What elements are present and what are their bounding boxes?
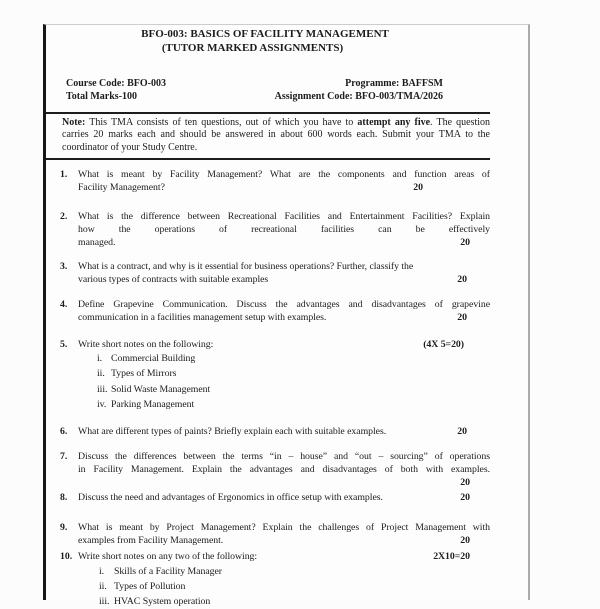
question-7 (60, 450, 490, 489)
page-content (46, 27, 528, 609)
question-line (78, 273, 490, 286)
question-line-text: Discuss the need and advantages of Ergonomics in office setup with examples. (78, 491, 383, 503)
question-10 (60, 550, 490, 609)
question-body (78, 425, 490, 438)
page-title: BFO-003: BASICS OF FACILITY MANAGEMENT (141, 28, 389, 40)
marks-value: 20 (460, 534, 470, 546)
marks-value: 20 (460, 236, 470, 248)
note-bold-text: attempt any five (357, 116, 431, 128)
question-number: 2. (60, 210, 68, 222)
question-body (78, 210, 490, 249)
question-8 (60, 491, 490, 504)
subitem-numeral: iv. (97, 399, 107, 411)
question-line-text: communication in a facilities management setup with examples. (78, 311, 327, 323)
question-body (78, 450, 490, 489)
subitem-numeral: iii. (97, 383, 108, 395)
marks-value: 20 (413, 181, 423, 193)
question-number: 5. (60, 338, 68, 350)
question-line: What is meant by Facility Management? What are the components and function areas of (78, 168, 490, 180)
question-number: 3. (60, 260, 68, 272)
question-line (78, 534, 490, 547)
question-number: 1. (60, 168, 68, 180)
question-body (78, 260, 490, 286)
question-list (60, 168, 490, 609)
question-line-text: Facility Management? (78, 181, 165, 193)
course-header (60, 78, 490, 103)
note-text: This TMA consists of ten questions, out of which you have to (85, 116, 358, 128)
question-4 (60, 298, 490, 324)
subitem (78, 564, 490, 579)
question-2 (60, 210, 490, 249)
question-5 (60, 338, 490, 413)
question-line: What is a contract, and why is it essential for business operations? Further, classify the (78, 260, 414, 272)
question-line: Discuss the differences between the terms “in – house” and “out – sourcing” of operations (78, 450, 490, 462)
marks-value: 20 (460, 491, 470, 503)
title-block (60, 27, 490, 55)
subitem-text: Parking Management (111, 399, 195, 411)
page-subtitle: (TUTOR MARKED ASSIGNMENTS) (161, 42, 344, 54)
marks-value: 20 (460, 476, 470, 488)
question-number: 6. (60, 425, 68, 437)
course-code: Course Code: BFO-003 (66, 78, 166, 89)
question-number: 4. (60, 298, 68, 310)
subitem-numeral: i. (97, 352, 103, 364)
question-line-text: various types of contracts with suitable examples (78, 273, 269, 285)
question-1 (60, 168, 490, 194)
question-line (78, 338, 490, 351)
subitem (78, 351, 490, 367)
marks-value: (4X 5=20) (423, 338, 464, 350)
subitem (78, 579, 490, 594)
marks-value: 2X10=20 (433, 550, 470, 562)
question-line-text: Write short notes on the following: (78, 338, 214, 350)
question-body (78, 298, 490, 324)
question-line (78, 181, 490, 194)
question-9 (60, 521, 490, 547)
total-marks: Total Marks-100 (66, 90, 138, 102)
question-line (78, 476, 490, 489)
question-line: Define Grapevine Communication. Discuss the advantages and disadvantages of grapevine (78, 298, 490, 310)
marks-value: 20 (457, 311, 467, 323)
question-line: What is the difference between Recreational Facilities and Entertainment Facilities? Explain (78, 210, 490, 222)
subitem-text: Solid Waste Management (111, 383, 211, 395)
subitem (78, 366, 490, 382)
marks-value: 20 (457, 425, 467, 437)
subitem-text: Types of Mirrors (111, 368, 177, 380)
question-number: 10. (60, 550, 73, 562)
question-line (78, 425, 490, 438)
question-line: in Facility Management. Explain the advantages and disadvantages of both with examples. (78, 463, 490, 475)
question-body (78, 521, 490, 547)
question-line (78, 236, 490, 249)
subitem-numeral: ii. (97, 368, 105, 380)
question-body (78, 491, 490, 504)
subitem-numeral: i. (99, 565, 105, 577)
note-text: . The question carries 20 marks each and should be answered in about 600 words each. Submit your TMA to the coordinator of your Study Centre. (62, 116, 490, 154)
subitem-numeral: iii. (99, 595, 110, 607)
assignment-code: Assignment Code: BFO-003/TMA/2026 (274, 90, 443, 102)
question-line (78, 550, 490, 563)
question-body (78, 168, 490, 194)
programme: Programme: BAFFSM (345, 78, 443, 89)
question-line (78, 491, 490, 504)
question-number: 8. (60, 491, 68, 503)
note-label: Note: (62, 116, 86, 128)
subitem-text: HVAC System operation (114, 595, 211, 607)
question-body (78, 338, 490, 413)
subitem-list (78, 564, 490, 609)
question-line: What is meant by Project Management? Explain the challenges of Project Management with (78, 521, 490, 533)
question-body (78, 550, 490, 609)
subitem-numeral: ii. (99, 580, 107, 592)
question-line-text: Write short notes on any two of the following: (78, 550, 258, 562)
document-page (43, 24, 530, 607)
question-number: 7. (60, 450, 68, 462)
question-line (78, 311, 490, 324)
course-header-left (60, 78, 166, 103)
question-line-text: managed. (78, 236, 116, 248)
question-3 (60, 260, 490, 286)
subitem-text: Skills of a Facility Manager (114, 565, 222, 577)
question-number: 9. (60, 521, 68, 533)
subitem-text: Commercial Building (111, 352, 196, 364)
subitem (78, 397, 490, 413)
course-header-right (275, 78, 443, 103)
marks-value: 20 (457, 273, 467, 285)
question-line: how the operations of recreational facilities can be effectively (78, 223, 490, 235)
subitem (78, 382, 490, 398)
question-line-text: What are different types of paints? Briefly explain each with suitable examples. (78, 425, 387, 437)
question-6 (60, 425, 490, 438)
subitem (78, 594, 490, 609)
note-box (46, 112, 490, 160)
subitem-text: Types of Pollution (114, 580, 186, 592)
subitem-list (78, 351, 490, 413)
question-line-text: examples from Facility Management. (78, 534, 224, 546)
